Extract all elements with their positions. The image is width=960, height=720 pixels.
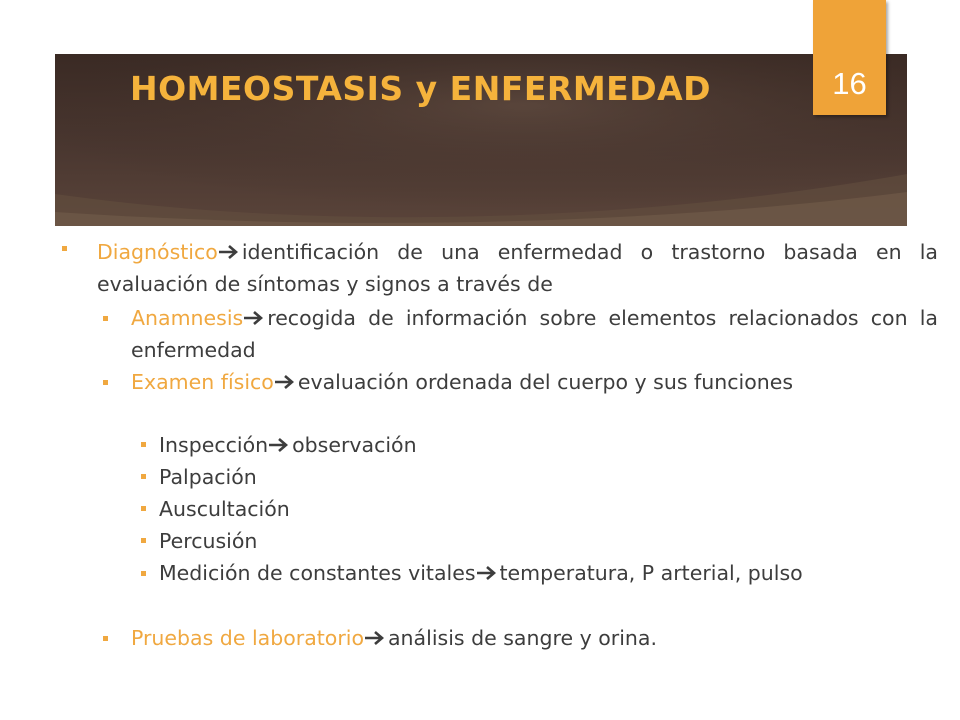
square-bullet-icon [141,442,146,447]
right-arrow-icon [364,631,384,645]
definition-diagnostico: identificación de una enfermedad o trastorno basada en la evaluación de síntomas y signos a través de [97,240,938,296]
square-bullet-icon [141,474,146,479]
square-bullet-icon [62,246,67,251]
label-constantes-vitales: Medición de constantes vitales [159,561,476,585]
list-item-palpacion [159,461,938,493]
label-percusion: Percusión [159,529,258,553]
square-bullet-icon [103,636,108,641]
list-item-auscultacion [159,493,938,525]
square-bullet-icon [141,571,146,576]
definition-anamnesis: recogida de información sobre elementos relacionados con la enfermedad [131,306,938,362]
label-palpacion: Palpación [159,465,257,489]
right-arrow-icon [218,245,238,259]
list-item-diagnostico [97,236,938,300]
definition-inspeccion: observación [292,433,417,457]
list-item-anamnesis [131,302,938,366]
list-item-pruebas-laboratorio [131,622,938,654]
square-bullet-icon [103,316,108,321]
definition-examen-fisico: evaluación ordenada del cuerpo y sus funciones [297,370,794,394]
label-auscultacion: Auscultación [159,497,290,521]
term-anamnesis: Anamnesis [131,306,244,330]
slide-title: HOMEOSTASIS y ENFERMEDAD [130,69,712,108]
list-item-percusion [159,525,938,557]
square-bullet-icon [141,506,146,511]
right-arrow-icon [476,566,496,580]
label-inspeccion: Inspección [159,433,269,457]
slide-number: 16 [832,66,867,101]
right-arrow-icon [268,438,288,452]
list-item-examen-fisico [131,366,938,398]
square-bullet-icon [141,538,146,543]
list-item-constantes-vitales [159,557,938,589]
definition-pruebas-laboratorio: análisis de sangre y orina. [388,626,657,650]
term-pruebas-laboratorio: Pruebas de laboratorio [131,626,364,650]
right-arrow-icon [274,375,294,389]
list-item-inspeccion [159,429,938,461]
right-arrow-icon [243,311,263,325]
definition-constantes-vitales: temperatura, P arterial, pulso [499,561,803,585]
square-bullet-icon [103,380,108,385]
term-diagnostico: Diagnóstico [97,240,218,264]
term-examen-fisico: Examen físico [131,370,274,394]
